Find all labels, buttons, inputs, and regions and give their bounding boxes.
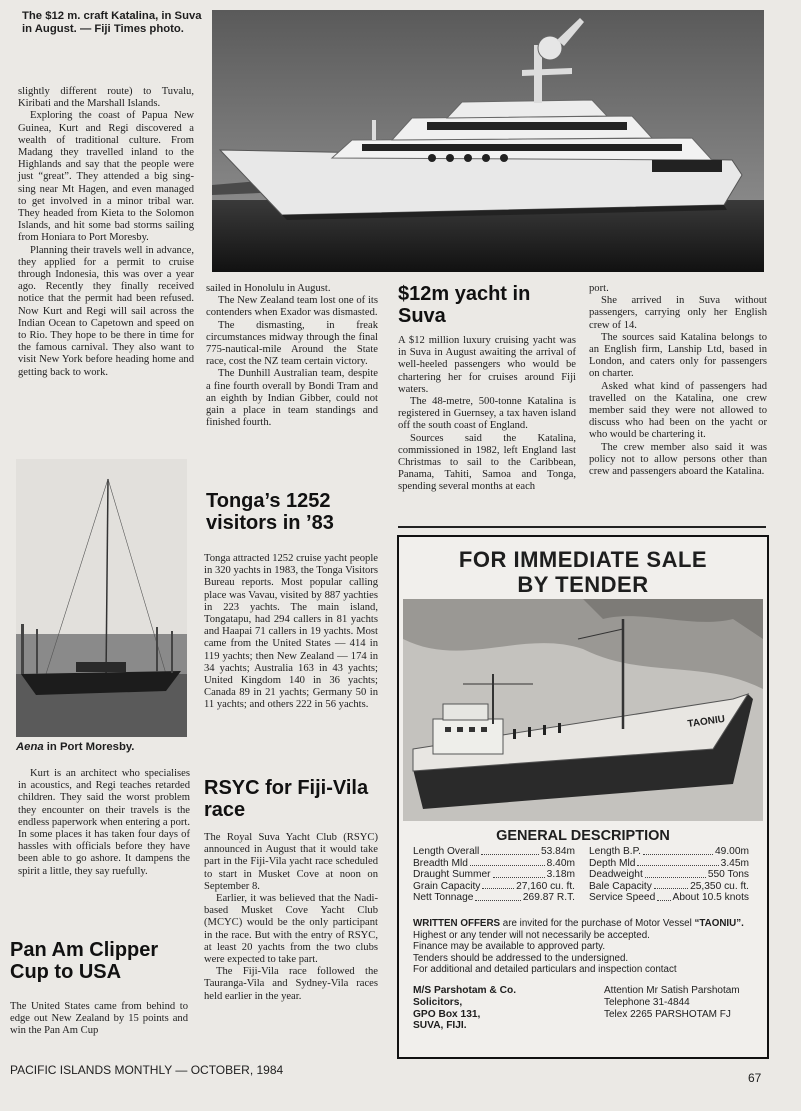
ship-name-label: TAONIU bbox=[686, 713, 726, 730]
rsyc-story: The Royal Suva Yacht Club (RSYC) announced in August that it would take part in the Fiji-Vila yacht race scheduled to start in Musket Cove at noon on September 8. Earlier, it was believed that the Nadi-based Musket Cove Yacht Club (MCYC) would be the only participant in the race. But with the entry of RSYC, at least 20 yachts from the two clubs were expected to take part. The Fiji-Vila race followed the Tauranga-Vila and Sydney-Vila races held earlier in the year. bbox=[204, 832, 378, 1002]
specs-right bbox=[589, 846, 749, 904]
spec-row: Depth Mld 3.45m bbox=[589, 857, 749, 869]
tonga-story: Tonga attracted 1252 cruise yacht people in 320 yachts in 1983, the Tonga Visitors Bureau reports. Most popular calling place was Vavau, visited by 887 yachties in 223 yachts. The main island, Tongatapu, had 294 callers in 81 yachts and Haapai 71 callers in 19 yachts. Most came from the United States — 414 in 119 yachts; then New Zealand — 174 in 34 yachts; Australia 163 in 43 yachts; United Kingdom 140 in 36 yachts; Canada 89 in 21 yachts; Germany 50 in 11 yachts; and others 222 in 56 yachts. bbox=[204, 553, 378, 711]
spec-row: Grain Capacity 27,160 cu. ft. bbox=[413, 880, 575, 892]
yacht-story-column-4: port. She arrived in Suva without passengers, carrying only her English crew of 14. The sources said Katalina belongs to an English firm, Lanship Ltd, based in London, and caters only for passengers on charter. Asked what kind of passengers had travelled on the Katalina, one crew member said they were not allowed to discuss who had been on the yacht or who would be chartering it. The crew member also said it was policy not to allow persons other than crew and passengers aboard the Katalina. bbox=[589, 283, 767, 478]
tender-advertisement bbox=[397, 535, 769, 1059]
rsyc-headline: RSYC for Fiji-Vila race bbox=[204, 777, 369, 821]
panam-story-start: The United States came from behind to edge out New Zealand by 15 points and win the Pan Am Cup bbox=[10, 1001, 188, 1037]
yacht-story-column-3: A $12 million luxury cruising yacht was in Suva in August awaiting the arrival of well-heeled passengers who would be chartering her for cruises around Fiji waters. The 48-metre, 500-tonne Katalina is registered in Guernsey, a tax haven island off the south coast of England. Sources said the Katalina, commissioned in 1982, left England last Christmas to sail to the Caribbean, Panama, Tahiti, Samoa and Tonga, spending several months at each bbox=[398, 335, 576, 493]
spec-row: Service Speed About 10.5 knots bbox=[589, 892, 749, 904]
ship-photo bbox=[403, 599, 763, 821]
general-description-title: GENERAL DESCRIPTION bbox=[496, 828, 670, 844]
yacht-illustration bbox=[212, 10, 764, 272]
sailboat-illustration bbox=[16, 459, 187, 737]
ad-title-line-2: BY TENDER bbox=[517, 572, 649, 597]
spec-row: Length B.P. 49.00m bbox=[589, 846, 749, 857]
spec-row: Nett Tonnage 269.87 R.T. bbox=[413, 892, 575, 904]
yacht-photo-caption: The $12 m. craft Katalina, in Suva in August. — Fiji Times photo. bbox=[22, 10, 202, 35]
tonga-headline: Tonga’s 1252 visitors in ’83 bbox=[206, 490, 334, 534]
spec-row: Bale Capacity 25,350 cu. ft. bbox=[589, 880, 749, 892]
panam-headline: Pan Am Clipper Cup to USA bbox=[10, 939, 159, 983]
section-divider bbox=[398, 526, 766, 528]
spec-row: Draught Summer 3.18m bbox=[413, 869, 575, 881]
spec-row: Breadth Mld 8.40m bbox=[413, 857, 575, 869]
aena-photo-caption: Aena in Port Moresby. bbox=[16, 741, 135, 753]
travel-paragraph-3: Planning their travels well in advance, they applied for a permit to cruise through Indonesia, this was over a year ago. Recently they finally received notice that the permit had been refused. Now Kurt and Regi will sail across the Indian Ocean to Capetown and speed on to Rio. They hope to be there in time for the famous carnival. They also want to visit New York before heading home and getting back to work. bbox=[18, 244, 194, 378]
solicitor-contact: M/S Parshotam & Co. Solicitors, GPO Box 131, SUVA, FIJI. bbox=[413, 985, 517, 1032]
page-number: 67 bbox=[748, 1071, 762, 1085]
spec-row: Deadweight 550 Tons bbox=[589, 869, 749, 881]
attention-contact: Attention Mr Satish Parshotam Telephone 31-4844 Telex 2265 PARSHOTAM FJ bbox=[604, 985, 740, 1020]
tender-terms: WRITTEN OFFERS are invited for the purchase of Motor Vessel “TAONIU”. Highest or any tender will not necessarily be accepted. Finance may be available to approved party. Tenders should be addressed to the undersigned. For additional and detailed particulars and inspection contact bbox=[413, 918, 744, 976]
aena-photo bbox=[16, 459, 187, 737]
travel-story-column-1 bbox=[18, 86, 194, 379]
spec-row: Length Overall 53.84m bbox=[413, 846, 575, 857]
travel-story-column-1-continued: Kurt is an architect who specialises in acoustics, and Regi teaches retarded children. They said the worst problem they encounter on their travels is the endless paperwork when entering a port. In some places it has taken four days of hassles with officials before they have been able to go ashore. It dampens the spirit a little, they say ruefully. bbox=[18, 768, 190, 877]
magazine-footer: PACIFIC ISLANDS MONTHLY — OCTOBER, 1984 bbox=[10, 1063, 284, 1077]
travel-paragraph-1: slightly different route) to Tuvalu, Kiribati and the Marshall Islands. bbox=[18, 86, 194, 110]
ship-illustration bbox=[403, 599, 763, 821]
yacht-photo bbox=[212, 10, 764, 272]
ad-title-line-1: FOR IMMEDIATE SALE bbox=[458, 547, 708, 572]
specs-left bbox=[413, 846, 575, 904]
travel-paragraph-2: Exploring the coast of Papua New Guinea, Kurt and Regi discovered a wealth of traditional culture. From Madang they travelled inland to the Highlands and say that the people were just “great”. They attended a big sing-sing near Mt Hagen, and even managed to get involved in a minor tribal war. They headed from Kieta to the Solomon Islands, and hit some bad storms sailing from Honiara to Port Moresby. bbox=[18, 110, 194, 244]
yacht-headline: $12m yacht in Suva bbox=[398, 283, 531, 327]
panam-story-column-2: sailed in Honolulu in August. The New Zealand team lost one of its contenders when Exador was dismasted. The dismasting, in freak circumstances midway through the final 775-nautical-mile Around the State race, cost the NZ team certain victory. The Dunhill Australian team, despite a fine fourth overall by Bondi Tram and an eighth by Indian Gibber, could not gain a place in team standings and finished fourth. bbox=[206, 283, 378, 429]
